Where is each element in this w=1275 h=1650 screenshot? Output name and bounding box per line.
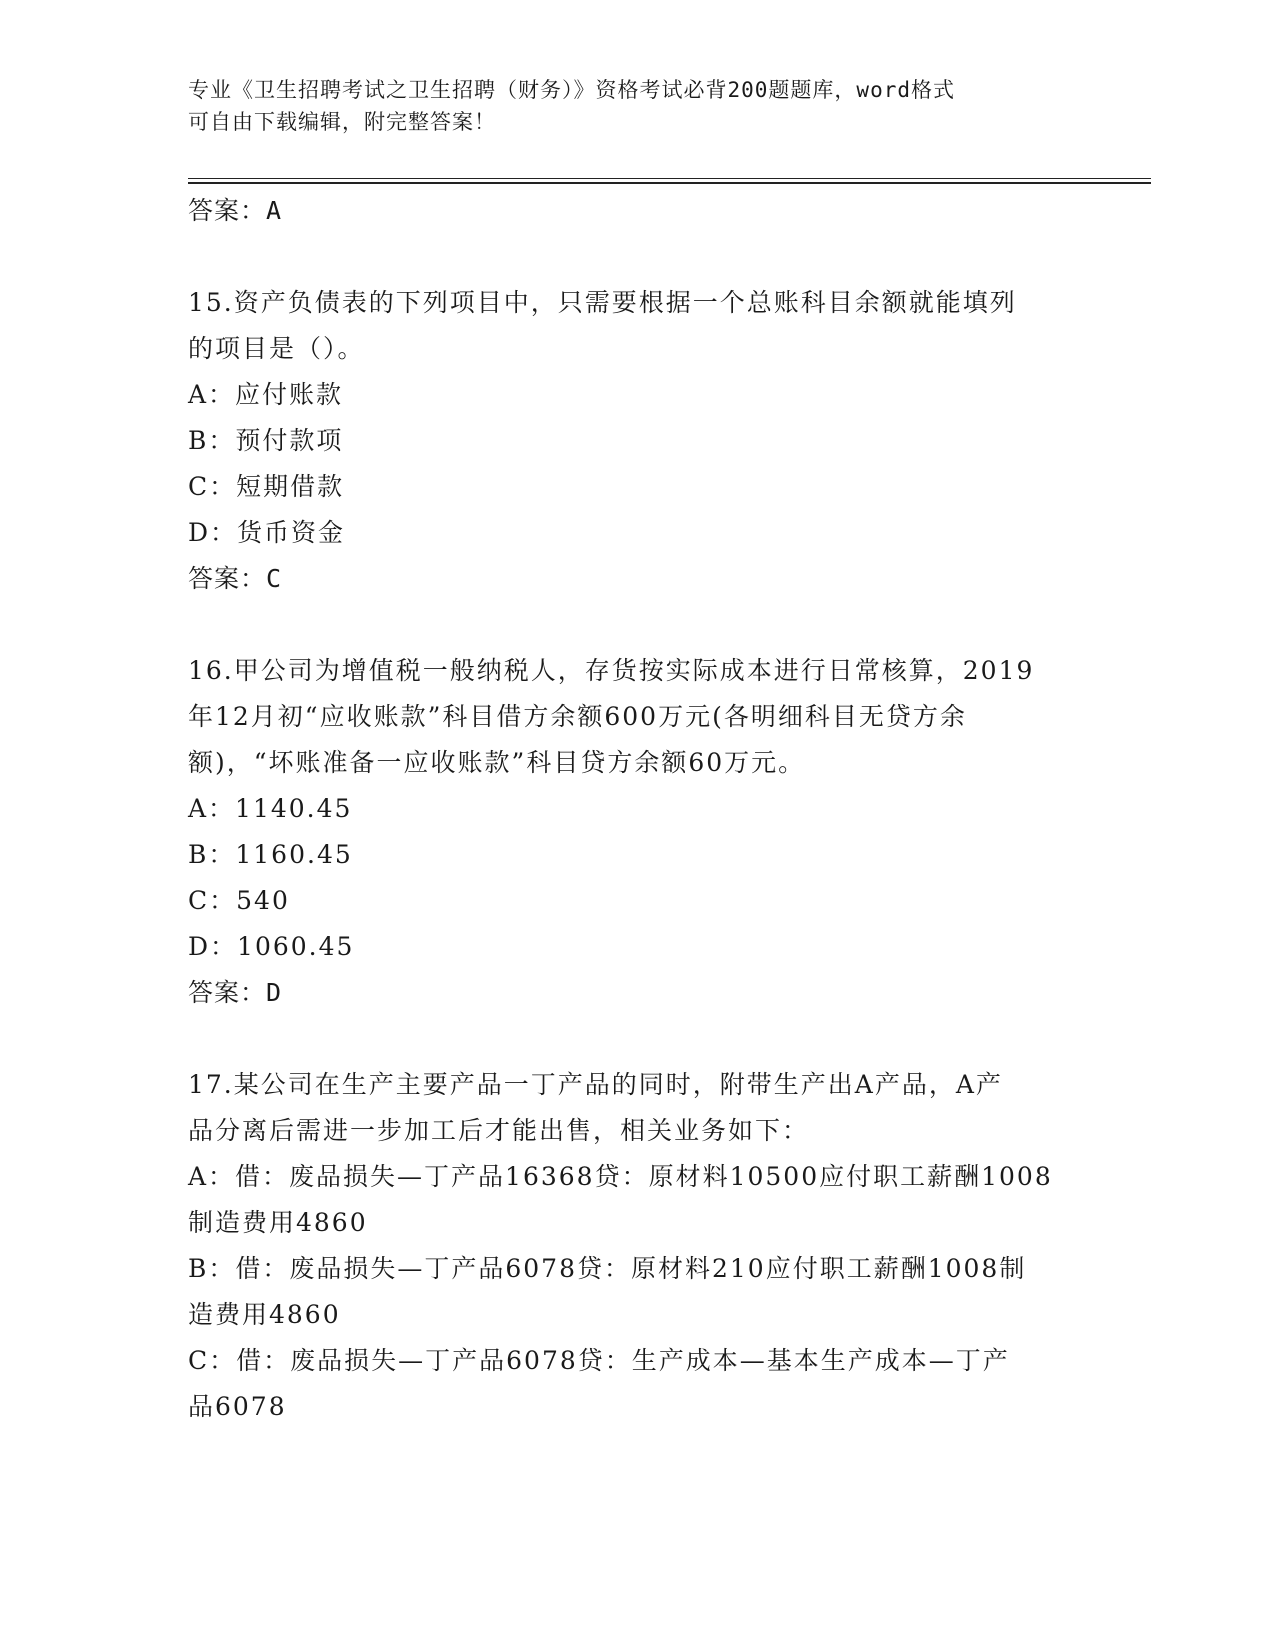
- document-header: [188, 74, 1068, 138]
- document-body: [188, 188, 1088, 1430]
- question-15: [188, 280, 1088, 602]
- question-17-option-c-line-2: 品6078: [188, 1392, 287, 1421]
- header-line-2: 可自由下载编辑，附完整答案！: [188, 110, 496, 134]
- question-17-option-a-line-1: A：借：废品损失—丁产品16368贷：原材料10500应付职工薪酬1008: [188, 1162, 1053, 1191]
- spacer: [188, 602, 1088, 648]
- header-divider: [188, 178, 1151, 184]
- question-15-option-a: A：应付账款: [188, 380, 344, 409]
- question-15-option-b: B：预付款项: [188, 426, 344, 455]
- question-16-option-d: D：1060.45: [188, 932, 355, 961]
- question-17-text-line-1: 17.某公司在生产主要产品一丁产品的同时，附带生产出A产品，A产: [188, 1070, 1003, 1099]
- question-16-answer: 答案：D: [188, 978, 283, 1007]
- question-15-option-d: D：货币资金: [188, 518, 346, 547]
- spacer: [188, 234, 1088, 280]
- question-15-answer: 答案：C: [188, 564, 283, 593]
- spacer: [188, 1016, 1088, 1062]
- question-17: [188, 1062, 1088, 1430]
- question-17-option-b-line-1: B：借：废品损失—丁产品6078贷：原材料210应付职工薪酬1008制: [188, 1254, 1027, 1283]
- question-15-option-c: C：短期借款: [188, 472, 345, 501]
- question-17-option-b-line-2: 造费用4860: [188, 1300, 341, 1329]
- question-17-option-c-line-1: C：借：废品损失—丁产品6078贷：生产成本—基本生产成本—丁产: [188, 1346, 1010, 1375]
- question-16-option-c: C：540: [188, 886, 290, 915]
- question-15-text-line-1: 15.资产负债表的下列项目中，只需要根据一个总账科目余额就能填列: [188, 288, 1017, 317]
- question-16-option-b: B：1160.45: [188, 840, 353, 869]
- question-15-text-line-2: 的项目是（）。: [188, 334, 365, 363]
- question-17-text-line-2: 品分离后需进一步加工后才能出售，相关业务如下：: [188, 1116, 810, 1145]
- question-17-option-a-line-2: 制造费用4860: [188, 1208, 368, 1237]
- question-16-text-line-2: 年12月初“应收账款”科目借方余额600万元(各明细科目无贷方余: [188, 702, 967, 731]
- question-16-text-line-3: 额)，“坏账准备一应收账款”科目贷方余额60万元。: [188, 748, 806, 777]
- header-line-1: 专业《卫生招聘考试之卫生招聘（财务）》资格考试必背200题题库，word格式: [188, 78, 955, 102]
- answer-previous: 答案：A: [188, 196, 283, 225]
- question-16-text-line-1: 16.甲公司为增值税一般纳税人，存货按实际成本进行日常核算，2019: [188, 656, 1035, 685]
- question-16: [188, 648, 1088, 1016]
- question-16-option-a: A：1140.45: [188, 794, 353, 823]
